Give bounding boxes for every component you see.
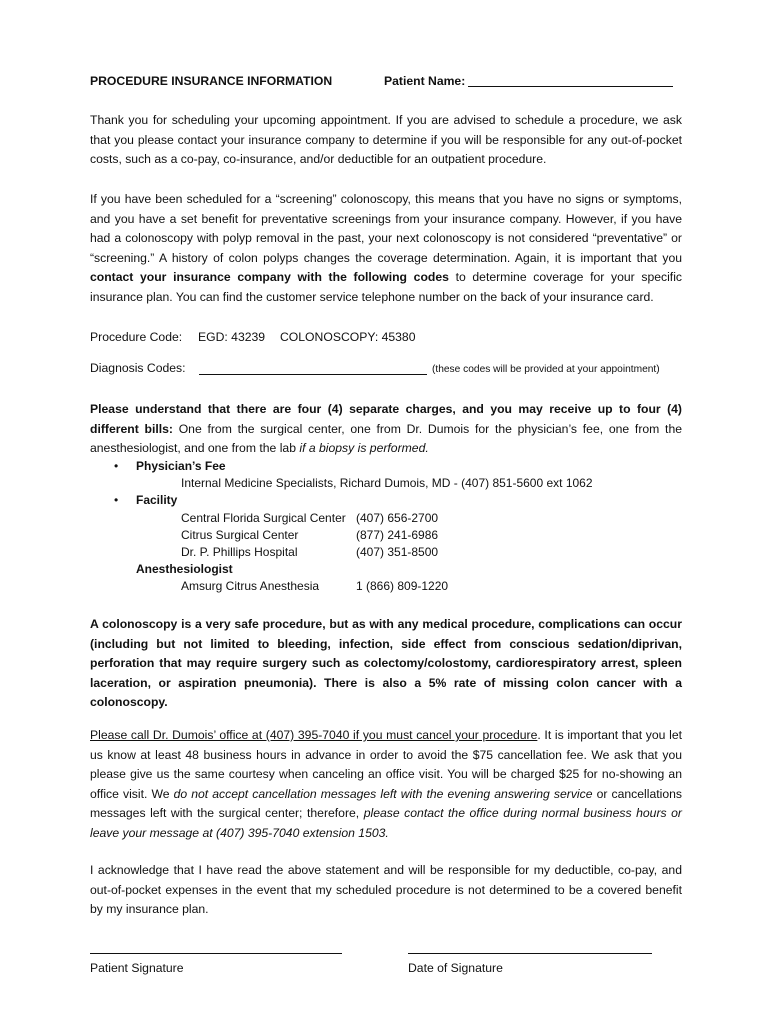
list-item: [90, 492, 682, 509]
list-item: [90, 475, 682, 492]
signature-section: [90, 953, 682, 993]
date-signature-label: Date of Signature: [408, 961, 503, 975]
screening-paragraph: [90, 190, 682, 308]
list-item: [90, 561, 682, 578]
charges-bold: Please understand that there are four (4) separate charges, and you may receive up to four (4) different bills:: [90, 402, 682, 436]
cancellation-italic-2: please contact the office during normal business hours or leave your message at (407) 395-7040 extension 1503.: [90, 806, 682, 840]
facility-name: Central Florida Surgical Center: [181, 510, 346, 525]
screening-text-bold: contact your insurance company with the following codes: [90, 270, 449, 285]
egd-code: EGD: 43239: [198, 330, 266, 344]
acknowledgement-paragraph: I acknowledge that I have read the above statement and will be responsible for my deductible, co-pay, and out-of-pocket expenses in the event that my scheduled procedure is not determined to be a covered benefit by my insurance plan.: [90, 863, 682, 917]
cancellation-italic-1: do not accept cancellation messages left with the evening answering service: [173, 786, 593, 801]
physician-fee-heading: Physician’s Fee: [136, 459, 226, 473]
facility-name: Dr. P. Phillips Hospital: [181, 544, 298, 559]
patient-name-line: [468, 86, 673, 87]
bullet-icon: •: [114, 493, 119, 508]
cancellation-underline: Please call Dr. Dumois’ office at (407) 395-7040 if you must cancel your procedure: [90, 728, 538, 742]
list-item: [90, 578, 682, 595]
list-item: [90, 544, 682, 561]
date-signature-line: [408, 953, 652, 954]
charges-list: [90, 458, 682, 596]
diagnosis-code-line: [199, 374, 427, 375]
page-title: PROCEDURE INSURANCE INFORMATION: [90, 74, 333, 88]
list-item: [90, 458, 682, 475]
bullet-icon: •: [114, 459, 119, 473]
anesthesiologist-heading: Anesthesiologist: [136, 562, 233, 577]
procedure-code-label: Procedure Code:: [90, 330, 183, 344]
patient-signature-line: [90, 953, 342, 954]
cancellation-text-2: or cancellations messages left with the surgical center; therefore,: [90, 786, 682, 821]
screening-text-2: to determine coverage for your specific insurance plan. You can find the customer service telephone number on the back of your insurance card.: [90, 270, 682, 304]
patient-name-label: Patient Name:: [384, 74, 466, 88]
charges-italic: if a biopsy is performed.: [299, 441, 429, 456]
cancellation-paragraph: [90, 726, 682, 844]
facility-phone: (407) 351-8500: [356, 544, 439, 559]
diagnosis-code-label: Diagnosis Codes:: [90, 361, 186, 375]
diagnosis-code-note: (these codes will be provided at your appointment): [432, 364, 660, 375]
procedure-code-row: [90, 328, 682, 359]
cancellation-text-1: . It is important that you let us know at least 48 business hours in advance in order to avoid the $75 cancellation fee. We ask that you please give us the same courtesy when canceling an office visit. You will be charged $25 for no-showing an office visit. We: [90, 728, 682, 801]
charges-text: One from the surgical center, one from Dr. Dumois for the physician’s fee, one from the anesthesiologist, and one from the lab: [90, 421, 683, 456]
complications-paragraph: A colonoscopy is a very safe procedure, but as with any medical procedure, complications can occur (including but not limited to bleeding, infection, side effect from conscious sedation/diprivan, perforation that may require surgery such as colectomy/colostomy, cardiorespiratory arrest, spleen laceration, or aspiration pneumonia). There is also a 5% rate of missing colon cancer with a colonoscopy.: [90, 617, 682, 710]
facility-phone: (877) 241-6986: [356, 527, 439, 542]
colonoscopy-code: COLONOSCOPY: 45380: [280, 330, 416, 344]
facility-name: Citrus Surgical Center: [181, 527, 299, 542]
list-item: [90, 527, 682, 544]
anesthesia-name: Amsurg Citrus Anesthesia: [181, 579, 320, 594]
list-item: [90, 510, 682, 527]
physician-detail: Internal Medicine Specialists, Richard Dumois, MD - (407) 851-5600 ext 1062: [181, 476, 593, 491]
screening-text-1: If you have been scheduled for a “screening” colonoscopy, this means that you have no signs or symptoms, and you have a set benefit for preventative screenings from your insurance company. However, if you have had a colonoscopy with polyp removal in the past, your next colonoscopy is not considered “preventative” or “screening.” A history of colon polyps changes the coverage determination. Again, it is important that you: [90, 192, 682, 265]
facility-phone: (407) 656-2700: [356, 510, 439, 525]
anesthesia-phone: 1 (866) 809-1220: [356, 579, 449, 594]
facility-heading: Facility: [136, 493, 178, 508]
codes-section: [90, 328, 682, 390]
intro-paragraph: Thank you for scheduling your upcoming appointment. If you are advised to schedule a procedure, we ask that you please contact your insurance company to determine if you will be responsible for any out-of-pocket costs, such as a co-pay, co-insurance, and/or deductible for an outpatient procedure.: [90, 113, 682, 167]
diagnosis-code-row: [90, 359, 682, 390]
patient-signature-label: Patient Signature: [90, 961, 184, 975]
charges-paragraph: [90, 400, 682, 459]
